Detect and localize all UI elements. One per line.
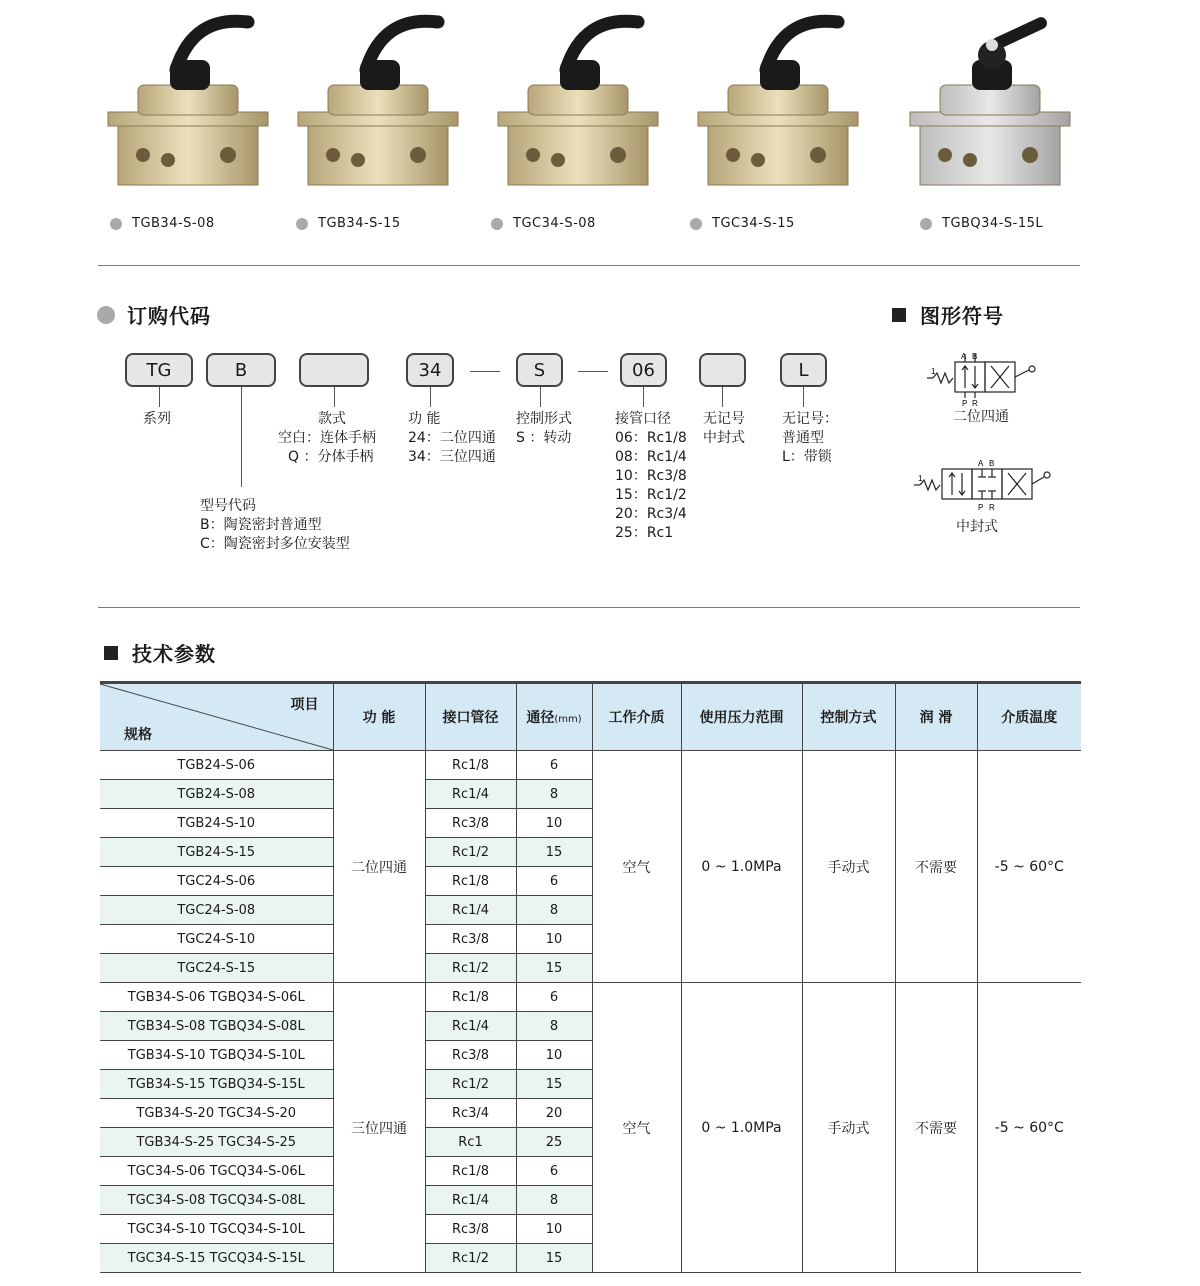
valve-photo-icon bbox=[98, 0, 298, 200]
bore-cell: 6 bbox=[516, 867, 592, 896]
valve-photo-icon bbox=[288, 0, 488, 200]
model-b: B：陶瓷密封普通型 bbox=[200, 517, 322, 533]
bullet-dot-icon bbox=[110, 218, 122, 230]
model-cell: TGB34-S-08 TGBQ34-S-08L bbox=[100, 1012, 333, 1041]
symbols-title: 图形符号 bbox=[892, 300, 1004, 329]
port-option: 25：Rc1 bbox=[615, 525, 674, 541]
seal-value: 中封式 bbox=[703, 430, 745, 446]
port-cell: Rc1/2 bbox=[425, 1244, 516, 1273]
function-cell: 三位四通 bbox=[333, 983, 425, 1273]
valve-symbol-center-closed-icon bbox=[912, 455, 1052, 515]
function-24: 24：二位四通 bbox=[408, 430, 496, 446]
port-cell: Rc3/8 bbox=[425, 1041, 516, 1070]
code-box-seal bbox=[699, 353, 746, 387]
model-cell: TGB24-S-06 bbox=[100, 751, 333, 780]
seal-label: 无记号 bbox=[703, 411, 745, 427]
function-34: 34：三位四通 bbox=[408, 449, 496, 465]
header-pressure: 使用压力范围 bbox=[681, 683, 802, 751]
code-box-port: 06 bbox=[620, 353, 667, 387]
bore-cell: 15 bbox=[516, 838, 592, 867]
code-dash bbox=[578, 371, 608, 372]
code-box-series: TG bbox=[125, 353, 193, 387]
product-item bbox=[288, 0, 488, 240]
port-option: 08：Rc1/4 bbox=[615, 449, 687, 465]
model-c: C：陶瓷密封多位安装型 bbox=[200, 536, 350, 552]
connector-line bbox=[643, 387, 644, 407]
svg-text:A: A bbox=[961, 352, 967, 361]
pressure-cell: 0 ~ 1.0MPa bbox=[681, 751, 802, 983]
control-label: 控制形式 bbox=[516, 411, 572, 427]
model-cell: TGB34-S-10 TGBQ34-S-10L bbox=[100, 1041, 333, 1070]
temp-cell: -5 ~ 60°C bbox=[977, 983, 1081, 1273]
table-row bbox=[100, 751, 1081, 780]
bore-cell: 15 bbox=[516, 954, 592, 983]
product-caption: TGC34-S-15 bbox=[690, 216, 795, 231]
code-box-model: B bbox=[206, 353, 276, 387]
pressure-cell: 0 ~ 1.0MPa bbox=[681, 983, 802, 1273]
function-label: 功 能 bbox=[408, 411, 441, 427]
divider bbox=[98, 265, 1080, 266]
control-cell: 手动式 bbox=[802, 751, 895, 983]
lock-l: L：带锁 bbox=[782, 449, 832, 465]
product-item bbox=[488, 0, 688, 240]
connector-line bbox=[241, 486, 242, 487]
port-cell: Rc1/8 bbox=[425, 867, 516, 896]
divider bbox=[98, 607, 1080, 608]
product-item bbox=[900, 0, 1100, 240]
header-function: 功 能 bbox=[333, 683, 425, 751]
style-blank: 空白：连体手柄 bbox=[278, 430, 376, 446]
product-caption: TGC34-S-08 bbox=[491, 216, 596, 231]
port-cell: Rc1 bbox=[425, 1128, 516, 1157]
valve-symbol-2pos-icon bbox=[925, 348, 1045, 406]
connector-line bbox=[540, 387, 541, 407]
code-box-style bbox=[299, 353, 369, 387]
bore-cell: 25 bbox=[516, 1128, 592, 1157]
model-cell: TGC24-S-06 bbox=[100, 867, 333, 896]
port-cell: Rc1/2 bbox=[425, 838, 516, 867]
bore-cell: 10 bbox=[516, 1215, 592, 1244]
header-item: 项目 bbox=[290, 697, 319, 713]
code-box-lock: L bbox=[780, 353, 827, 387]
medium-cell: 空气 bbox=[592, 983, 681, 1273]
port-cell: Rc3/8 bbox=[425, 809, 516, 838]
header-medium: 工作介质 bbox=[592, 683, 681, 751]
connector-line bbox=[430, 387, 431, 407]
valve-photo-icon bbox=[688, 0, 888, 200]
valve-photo-icon bbox=[488, 0, 688, 200]
bullet-dot-icon bbox=[920, 218, 932, 230]
lube-cell: 不需要 bbox=[895, 983, 977, 1273]
lock-label: 无记号： bbox=[782, 411, 838, 427]
code-box-control: S bbox=[516, 353, 563, 387]
bore-cell: 8 bbox=[516, 1012, 592, 1041]
header-temp: 介质温度 bbox=[977, 683, 1081, 751]
product-item bbox=[98, 0, 298, 240]
model-cell: TGB34-S-20 TGC34-S-20 bbox=[100, 1099, 333, 1128]
svg-text:B: B bbox=[989, 459, 995, 468]
header-port: 接口管径 bbox=[425, 683, 516, 751]
lock-value: 普通型 bbox=[782, 430, 824, 446]
style-label: 款式 bbox=[318, 411, 346, 427]
model-cell: TGC34-S-15 TGCQ34-S-15L bbox=[100, 1244, 333, 1273]
svg-text:P: P bbox=[962, 399, 968, 406]
port-cell: Rc1/4 bbox=[425, 780, 516, 809]
specs-title: 技术参数 bbox=[104, 638, 216, 667]
control-cell: 手动式 bbox=[802, 983, 895, 1273]
port-option: 06：Rc1/8 bbox=[615, 430, 687, 446]
port-cell: Rc3/8 bbox=[425, 925, 516, 954]
svg-text:1: 1 bbox=[931, 367, 936, 376]
bore-cell: 6 bbox=[516, 1157, 592, 1186]
port-cell: Rc1/8 bbox=[425, 751, 516, 780]
model-cell: TGB24-S-08 bbox=[100, 780, 333, 809]
port-cell: Rc3/8 bbox=[425, 1215, 516, 1244]
svg-text:R: R bbox=[989, 503, 995, 512]
bullet-dot-icon bbox=[690, 218, 702, 230]
port-option: 20：Rc3/4 bbox=[615, 506, 687, 522]
bore-cell: 8 bbox=[516, 896, 592, 925]
port-cell: Rc1/4 bbox=[425, 1012, 516, 1041]
svg-text:B: B bbox=[972, 352, 978, 361]
port-option: 10：Rc3/8 bbox=[615, 468, 687, 484]
symbol-center-closed-label: 中封式 bbox=[956, 519, 998, 535]
svg-text:P: P bbox=[978, 503, 984, 512]
spec-table bbox=[100, 681, 1081, 1273]
port-cell: Rc1/8 bbox=[425, 983, 516, 1012]
product-caption: TGB34-S-15 bbox=[296, 216, 401, 231]
product-caption: TGBQ34-S-15L bbox=[920, 216, 1043, 231]
code-dash bbox=[470, 371, 500, 372]
port-cell: Rc1/2 bbox=[425, 1070, 516, 1099]
port-cell: Rc1/4 bbox=[425, 896, 516, 925]
bore-cell: 6 bbox=[516, 983, 592, 1012]
model-cell: TGB34-S-15 TGBQ34-S-15L bbox=[100, 1070, 333, 1099]
bullet-dot-icon bbox=[491, 218, 503, 230]
bore-cell: 6 bbox=[516, 751, 592, 780]
bore-cell: 10 bbox=[516, 1041, 592, 1070]
product-caption: TGB34-S-08 bbox=[110, 216, 215, 231]
series-label: 系列 bbox=[143, 411, 171, 427]
model-label: 型号代码 bbox=[200, 498, 256, 514]
port-cell: Rc1/4 bbox=[425, 1186, 516, 1215]
header-diagonal-cell bbox=[100, 683, 333, 751]
model-cell: TGB34-S-25 TGC34-S-25 bbox=[100, 1128, 333, 1157]
model-cell: TGC24-S-15 bbox=[100, 954, 333, 983]
table-header-row bbox=[100, 683, 1081, 751]
bullet-dot-icon bbox=[296, 218, 308, 230]
model-cell: TGB24-S-10 bbox=[100, 809, 333, 838]
connector-line bbox=[241, 387, 242, 487]
square-bullet-icon bbox=[104, 646, 118, 660]
table-row bbox=[100, 983, 1081, 1012]
valve-photo-icon bbox=[900, 0, 1100, 200]
port-cell: Rc1/8 bbox=[425, 1157, 516, 1186]
bore-cell: 15 bbox=[516, 1070, 592, 1099]
medium-cell: 空气 bbox=[592, 751, 681, 983]
header-lube: 润 滑 bbox=[895, 683, 977, 751]
model-cell: TGB24-S-15 bbox=[100, 838, 333, 867]
port-label: 接管口径 bbox=[615, 411, 671, 427]
header-bore: 通径(mm) bbox=[516, 683, 592, 751]
code-box-function: 34 bbox=[406, 353, 454, 387]
svg-text:A: A bbox=[978, 459, 984, 468]
svg-text:1: 1 bbox=[918, 474, 923, 483]
bore-cell: 15 bbox=[516, 1244, 592, 1273]
port-cell: Rc3/4 bbox=[425, 1099, 516, 1128]
symbol-2pos-label: 二位四通 bbox=[953, 409, 1009, 425]
bore-cell: 8 bbox=[516, 780, 592, 809]
connector-line bbox=[803, 387, 804, 407]
connector-line bbox=[722, 387, 723, 407]
model-cell: TGC34-S-08 TGCQ34-S-08L bbox=[100, 1186, 333, 1215]
lube-cell: 不需要 bbox=[895, 751, 977, 983]
port-cell: Rc1/2 bbox=[425, 954, 516, 983]
square-bullet-icon bbox=[892, 308, 906, 322]
model-cell: TGB34-S-06 TGBQ34-S-06L bbox=[100, 983, 333, 1012]
model-cell: TGC24-S-10 bbox=[100, 925, 333, 954]
ordering-code-title: 订购代码 bbox=[97, 300, 211, 329]
port-option: 15：Rc1/2 bbox=[615, 487, 687, 503]
connector-line bbox=[159, 387, 160, 407]
temp-cell: -5 ~ 60°C bbox=[977, 751, 1081, 983]
model-cell: TGC24-S-08 bbox=[100, 896, 333, 925]
svg-text:R: R bbox=[972, 399, 978, 406]
header-spec: 规格 bbox=[124, 727, 152, 743]
style-q: Q ：分体手柄 bbox=[288, 449, 374, 465]
control-s: S ：转动 bbox=[516, 430, 572, 446]
bore-cell: 20 bbox=[516, 1099, 592, 1128]
model-cell: TGC34-S-10 TGCQ34-S-10L bbox=[100, 1215, 333, 1244]
model-cell: TGC34-S-06 TGCQ34-S-06L bbox=[100, 1157, 333, 1186]
bore-cell: 10 bbox=[516, 925, 592, 954]
product-item bbox=[688, 0, 888, 240]
function-cell: 二位四通 bbox=[333, 751, 425, 983]
bore-cell: 8 bbox=[516, 1186, 592, 1215]
connector-line bbox=[334, 387, 335, 407]
bullet-dot-icon bbox=[97, 306, 115, 324]
header-control: 控制方式 bbox=[802, 683, 895, 751]
bore-cell: 10 bbox=[516, 809, 592, 838]
